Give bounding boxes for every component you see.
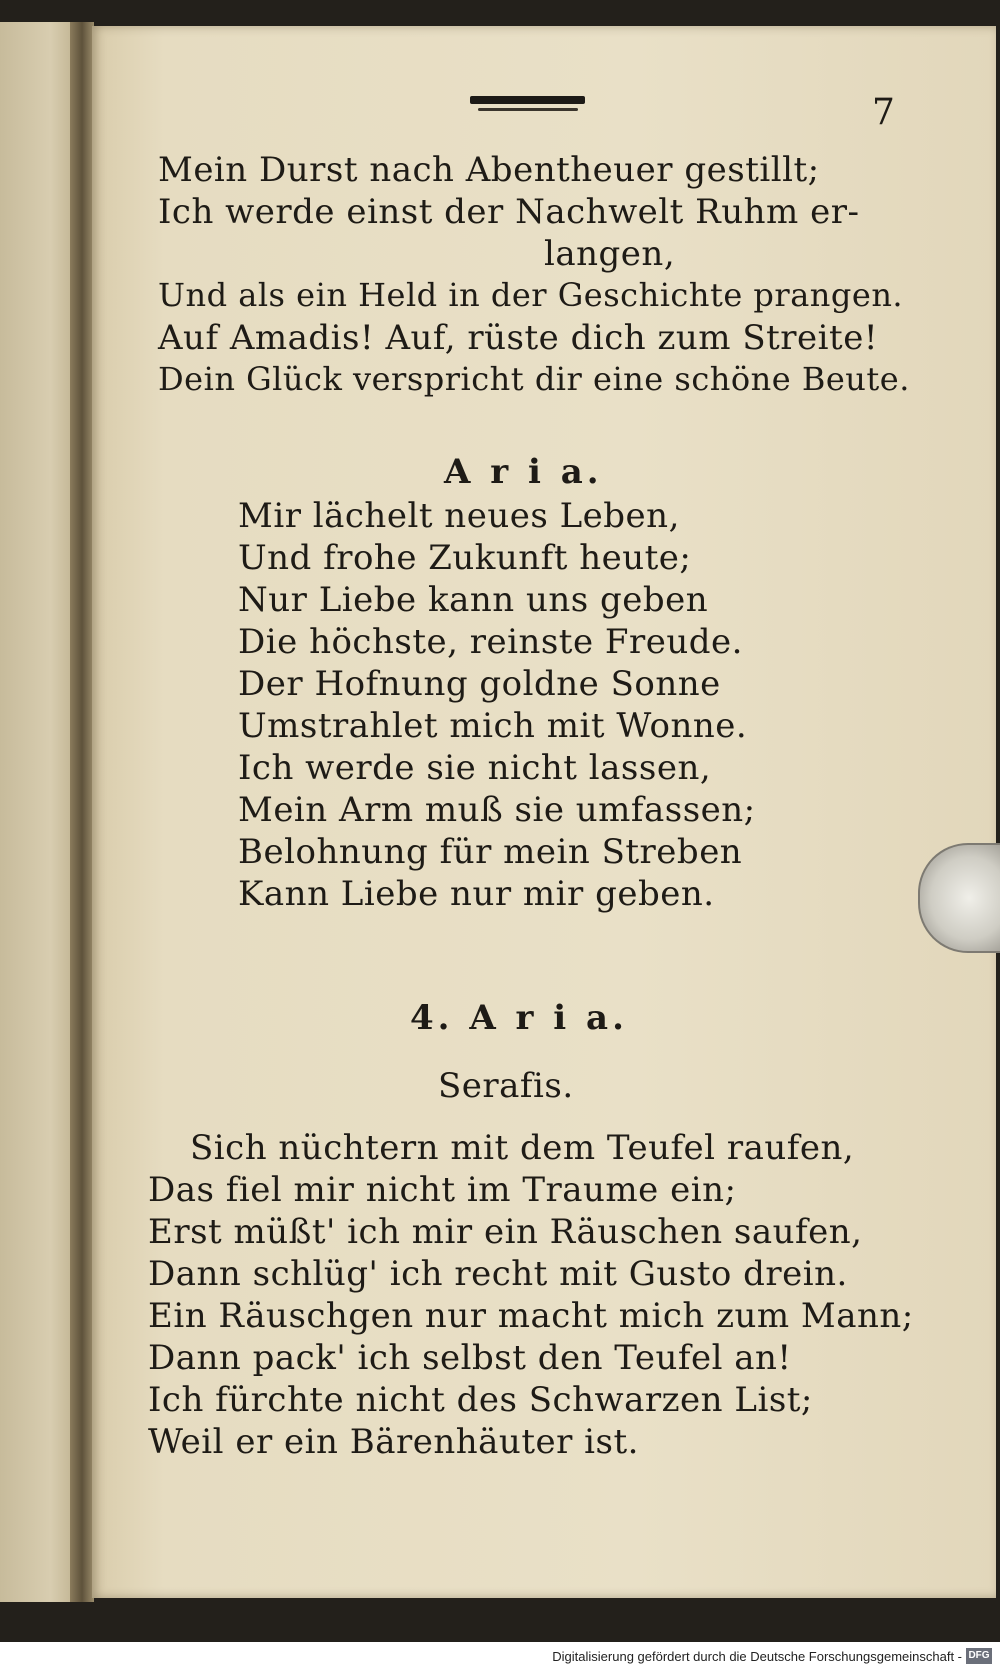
verse-line: Belohnung für mein Streben [238,832,743,872]
verse-line: Die höchste, reinste Freude. [238,622,743,662]
header-rule [470,96,585,104]
verse-line: Ich fürchte nicht des Schwarzen List; [148,1380,813,1420]
verse-line: Der Hofnung goldne Sonne [238,664,721,704]
page-number: 7 [872,92,895,133]
text-line: Mein Durst nach Abentheuer gestillt; [158,150,820,190]
verse-line: Das fiel mir nicht im Traume ein; [148,1170,737,1210]
book-gutter [70,22,94,1602]
verse-line: Weil er ein Bärenhäuter ist. [148,1422,639,1462]
text-line: Dein Glück verspricht dir eine schöne Beute. [158,360,910,398]
verse-line: Dann pack' ich selbst den Teufel an! [148,1338,792,1378]
verse-line: Dann schlüg' ich recht mit Gusto drein. [148,1254,848,1294]
verse-line: Ich werde sie nicht lassen, [238,748,712,788]
text-line: Und als ein Held in der Geschichte prangen. [158,276,904,314]
verse-line: Mir lächelt neues Leben, [238,496,680,536]
aria-heading: A r i a. [444,452,603,492]
verse-line: Mein Arm muß sie umfassen; [238,790,756,830]
text-line: langen, [544,234,676,274]
text-line: Auf Amadis! Auf, rüste dich zum Streite! [158,318,878,358]
aria-heading: 4. A r i a. [410,998,628,1038]
footer-credit: Digitalisierung gefördert durch die Deutsche Forschungsgemeinschaft - [552,1649,962,1664]
verse-line: Nur Liebe kann uns geben [238,580,709,620]
text-line: Ich werde einst der Nachwelt Ruhm er- [158,192,860,232]
verse-line: Sich nüchtern mit dem Teufel raufen, [190,1128,855,1168]
verse-line: Und frohe Zukunft heute; [238,538,692,578]
verse-line: Kann Liebe nur mir geben. [238,874,715,914]
verse-line: Erst müßt' ich mir ein Räuschen saufen, [148,1212,863,1252]
verse-line: Umstrahlet mich mit Wonne. [238,706,748,746]
speaker-name: Serafis. [438,1066,574,1106]
header-rule-thin [478,108,578,111]
dfg-logo-icon: DFG [966,1648,992,1664]
verse-line: Ein Räuschgen nur macht mich zum Mann; [148,1296,914,1336]
page-clip [918,843,1000,953]
